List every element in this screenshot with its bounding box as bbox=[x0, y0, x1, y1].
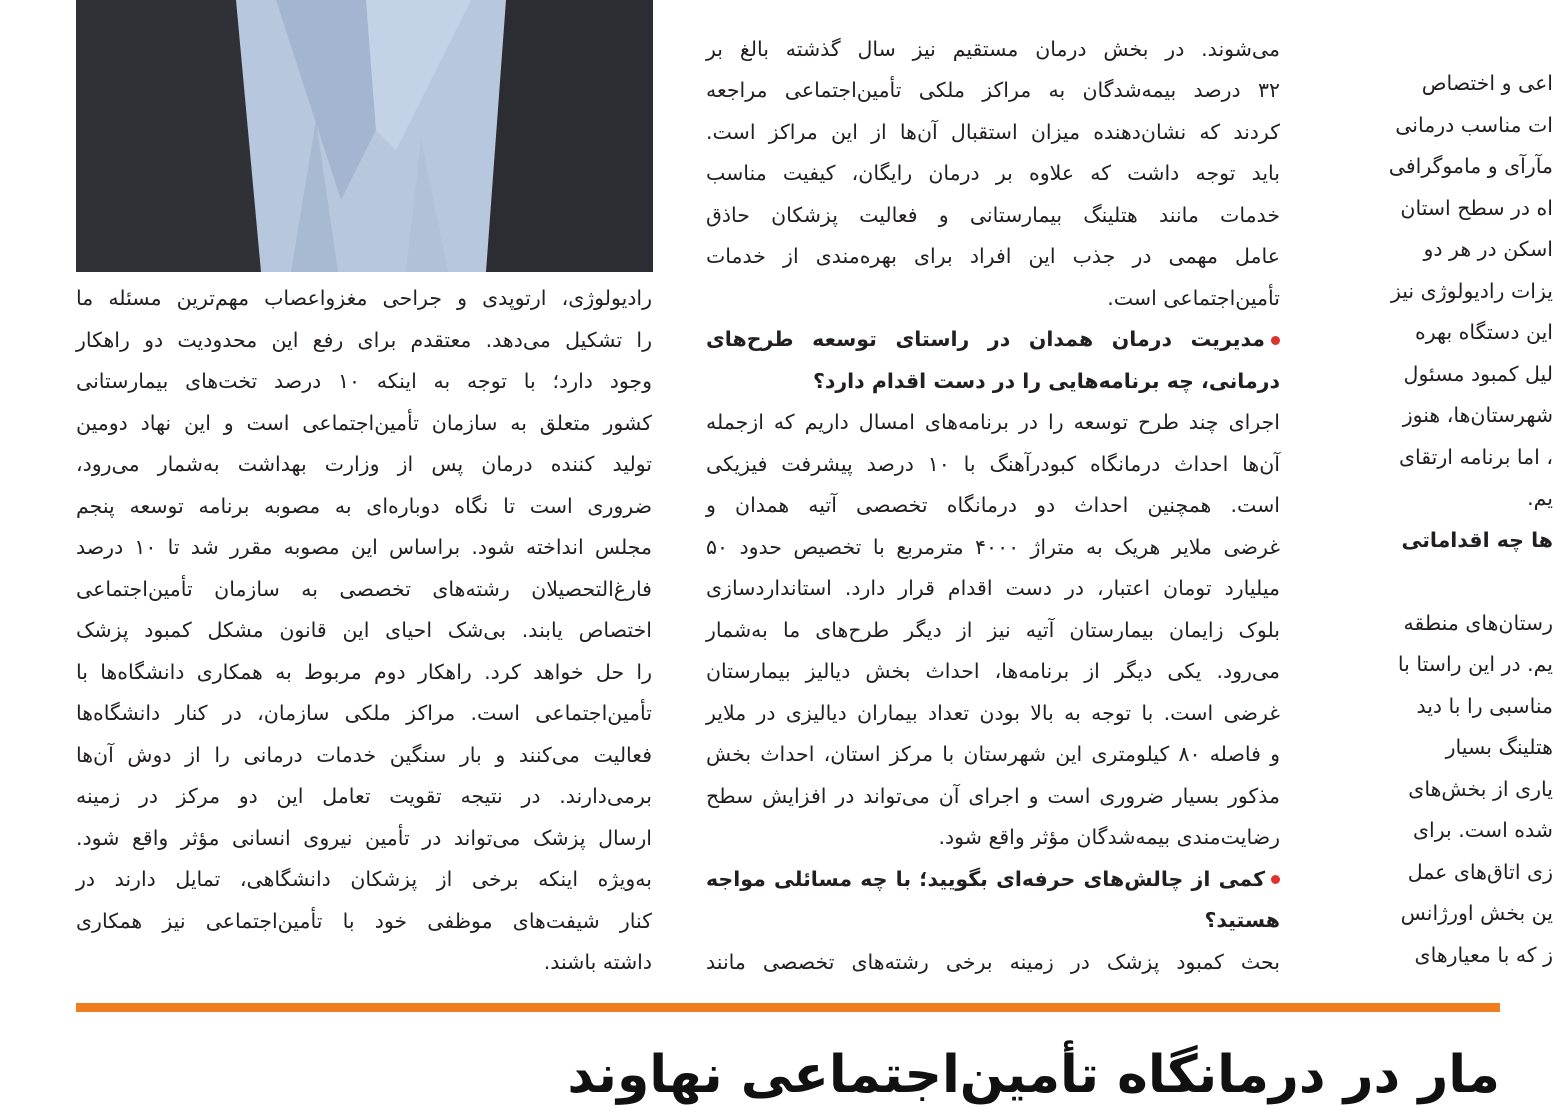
interview-question-cont: هستید؟ bbox=[1204, 908, 1280, 932]
text-line: فارغ‌التحصیلان رشته‌های تخصصی به سازمان تأمین‌اجتماعی bbox=[76, 576, 652, 601]
text-line bbox=[1333, 0, 1553, 22]
text-line: این دستگاه بهره bbox=[1414, 320, 1553, 344]
person-photo-graphic bbox=[76, 0, 653, 272]
text-line bbox=[706, 0, 1280, 29]
text-line: میلیارد تومان اعتبار، در دست اقدام قرار دارد. استانداردسازی bbox=[706, 576, 1280, 600]
text-line: اجرای چند طرح توسعه را در برنامه‌های امسال داریم که ازجمله bbox=[706, 410, 1280, 434]
next-article-headline: مار در درمانگاه تأمین‌اجتماعی نهاوند bbox=[567, 1045, 1500, 1105]
article-left-column bbox=[76, 278, 652, 984]
text-line: ، اما برنامه ارتقای bbox=[1399, 444, 1553, 469]
text-line: اعی و اختصاص bbox=[1421, 71, 1553, 95]
article-middle-column bbox=[706, 0, 1280, 983]
text-line: تولید کننده درمان پس از وزارت بهداشت به‌شمار می‌رود، bbox=[76, 452, 652, 476]
interview-question: کمی از چالش‌های حرفه‌ای بگویید؛ با چه مسائلی مواجه bbox=[706, 859, 1280, 901]
article-right-column-cropped bbox=[1333, 0, 1553, 976]
interview-question-cont: درمانی، چه برنامه‌هایی را در دست اقدام دارد؟ bbox=[812, 368, 1280, 393]
text-line: مآرآی و ماموگرافی bbox=[1388, 154, 1553, 178]
text-line: مناسبی را با دید bbox=[1416, 693, 1553, 718]
text-line: شده است. برای bbox=[1413, 818, 1553, 842]
text-line: غرضی ملایر هریک به متراژ ۴۰۰۰ مترمربع با تخصیص حدود ۵۰ bbox=[706, 534, 1280, 559]
text-line: و فاصله ۸۰ کیلومتری این شهرستان با مرکز استان، احداث بخش bbox=[706, 742, 1280, 766]
text-line: بحث کمبود پزشک در زمینه برخی رشته‌های تخصصی مانند bbox=[706, 949, 1280, 974]
text-line: یم. bbox=[1527, 486, 1553, 510]
text-line: می‌رود. یکی دیگر از برنامه‌ها، احداث بخش دیالیز بیمارستان bbox=[706, 659, 1280, 683]
text-line: خدمات مانند هتلینگ بیمارستانی و فعالیت پزشکان حاذق bbox=[706, 202, 1280, 227]
text-line: رستان‌های منطقه bbox=[1403, 610, 1553, 635]
text-line: بلوک زایمان بیمارستان آتیه نیز از دیگر طرح‌های ما به‌شمار bbox=[706, 617, 1280, 642]
text-line: می‌شوند. در بخش درمان مستقیم نیز سال گذشته بالغ بر bbox=[706, 36, 1280, 61]
text-line: اه در سطح استان bbox=[1400, 195, 1553, 220]
text-line: هتلینگ بسیار bbox=[1445, 735, 1553, 759]
text-line: شهرستان‌ها، هنوز bbox=[1402, 403, 1553, 427]
text-line: کردند که نشان‌دهنده میزان استقبال آن‌ها از این مراکز است. bbox=[706, 119, 1280, 144]
text-line: ز که با معیارهای bbox=[1414, 942, 1553, 967]
text-line: یزات رادیولوژی نیز bbox=[1390, 278, 1553, 303]
text-line: را تشکیل می‌دهد. معتقدم برای رفع این محدودیت دو راهکار bbox=[76, 327, 652, 352]
text-line: یم. در این راستا با bbox=[1397, 652, 1553, 676]
text-line: ضروری است تا نگاه دوباره‌ای به مصوبه برنامه توسعه پنجم bbox=[76, 493, 652, 518]
text-line: را حل خواهد کرد. راهکار دوم مربوط به همکاری دانشگاه‌ها با bbox=[76, 659, 652, 684]
text-line: مجلس انداخته شود. براساس این مصوبه مقرر شد تا ۱۰ درصد bbox=[76, 535, 653, 559]
text-line: کشور متعلق به سازمان تأمین‌اجتماعی است و این نهاد دومین bbox=[76, 410, 652, 435]
text-line: رادیولوژی، ارتوپدی و جراحی مغزواعصاب مهم‌ترین مسئله ما bbox=[76, 286, 652, 310]
interview-question: مدیریت درمان همدان در راستای توسعه طرح‌های bbox=[706, 319, 1280, 361]
text-line: یاری از بخش‌های bbox=[1408, 776, 1553, 801]
text-line: ات مناسب درمانی bbox=[1395, 112, 1553, 137]
bullet-icon bbox=[1271, 336, 1280, 345]
text-line bbox=[1333, 561, 1553, 603]
text-line: باید توجه داشت که علاوه بر درمان رایگان، کیفیت مناسب bbox=[706, 161, 1280, 185]
text-line: زی اتاق‌های عمل bbox=[1407, 859, 1553, 884]
text-line: غرضی است. با توجه به بالا بودن تعداد بیماران دیالیزی در ملایر bbox=[706, 700, 1280, 725]
text-line: ۳۲ درصد بیمه‌شدگان به مراکز ملکی تأمین‌اجتماعی مراجعه bbox=[706, 78, 1280, 102]
text-line: ها چه اقداماتی bbox=[1401, 527, 1553, 552]
text-line: وجود دارد؛ با توجه به اینکه ۱۰ درصد تخت‌های بیمارستانی bbox=[76, 369, 652, 393]
text-line: آن‌ها احداث درمانگاه کبودرآهنگ با ۱۰ درصد پیشرفت فیزیکی bbox=[706, 451, 1280, 476]
text-line: تأمین‌اجتماعی است. مراکز ملکی سازمان، در کنار دانشگاه‌ها bbox=[76, 701, 652, 725]
text-line bbox=[1333, 22, 1553, 64]
text-line: ارسال پزشک می‌تواند در تأمین نیروی انسانی مؤثر واقع شود. bbox=[76, 825, 652, 850]
interview-photo bbox=[76, 0, 653, 272]
text-line: رضایت‌مندی بیمه‌شدگان مؤثر واقع شود. bbox=[938, 825, 1280, 849]
text-line: اسکن در هر دو bbox=[1423, 237, 1553, 261]
text-line: برمی‌دارند. در نتیجه تقویت تعامل این دو مرکز در زمینه bbox=[76, 784, 652, 808]
section-divider-bar bbox=[76, 1003, 1500, 1012]
text-line: به‌ویژه اینکه برخی از پزشکان دانشگاهی، تمایل دارند در bbox=[76, 867, 652, 891]
text-line: داشته باشند. bbox=[543, 950, 652, 974]
text-line: ین بخش اورژانس bbox=[1400, 901, 1553, 925]
text-line: مذکور بسیار ضروری است و اجرای آن می‌تواند در افزایش سطح bbox=[706, 783, 1280, 808]
text-line: تأمین‌اجتماعی است. bbox=[1107, 285, 1280, 310]
bullet-icon bbox=[1271, 875, 1280, 884]
text-line: کنار شیفت‌های موظفی خود با تأمین‌اجتماعی نیز همکاری bbox=[76, 908, 652, 933]
text-line: اختصاص یابند. بی‌شک احیای این قانون مشکل کمبود پزشک bbox=[76, 618, 652, 642]
text-line: فعالیت می‌کنند و بار سنگین خدمات درمانی را از دوش آن‌ها bbox=[76, 742, 652, 767]
text-line: لیل کمبود مسئول bbox=[1403, 361, 1553, 386]
text-line: است. همچنین احداث دو درمانگاه تخصصی آتیه همدان و bbox=[706, 493, 1280, 517]
text-line: عامل مهمی در جذب این افراد برای بهره‌مندی از خدمات bbox=[706, 244, 1280, 268]
